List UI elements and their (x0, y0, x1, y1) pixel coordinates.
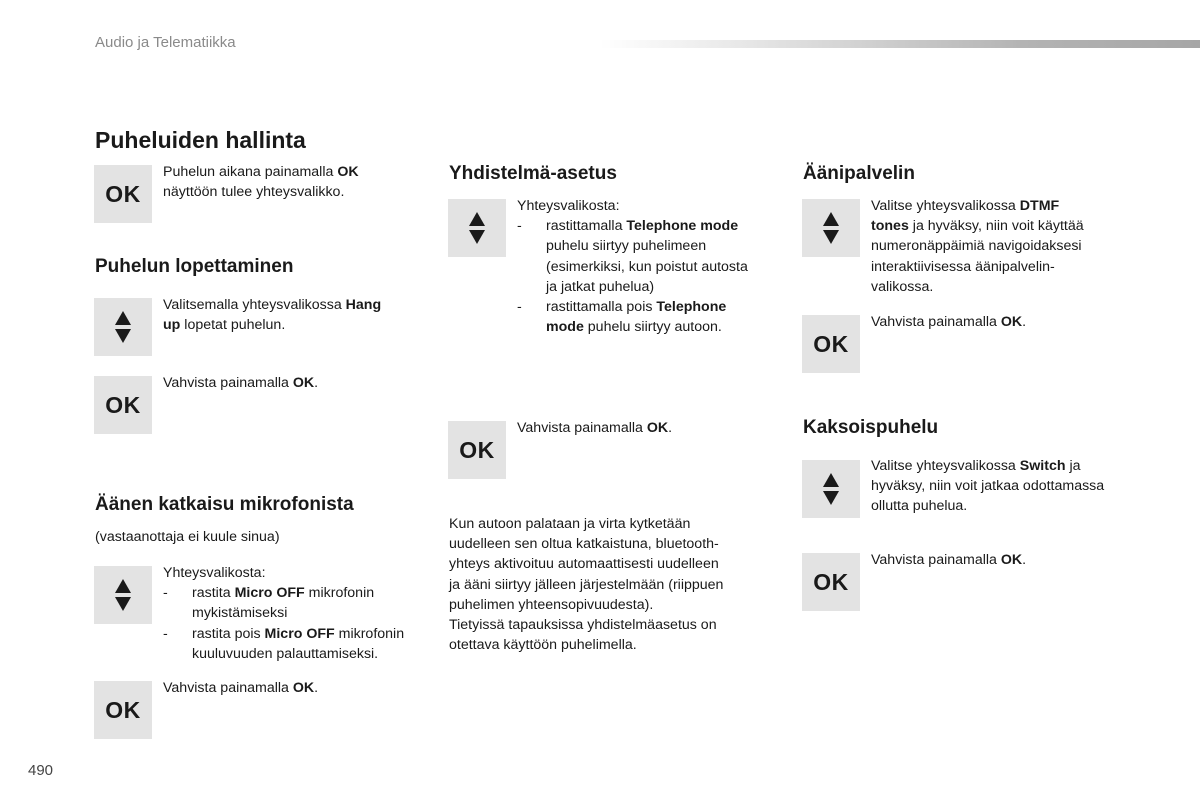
end-call-text: Valitsemalla yhteysvalikossa Hang up lopetat puhelun. (163, 297, 382, 334)
up-down-arrows-icon (802, 460, 860, 518)
double-call-text: Valitse yhteysvalikossa Switch ja hyväksy, niin voit jatkaa odottamassa ollutta puhelua. (871, 458, 1105, 515)
list-item: - rastittamalla pois Telephone mode puhelu siirtyy autoon. (517, 297, 748, 337)
heading-mute-mic: Äänen katkaisu mikrofonista (95, 494, 354, 515)
up-down-arrows-icon (802, 199, 860, 257)
list-item: - rastittamalla Telephone mode puhelu siirtyy puhelimeen (esimerkiksi, kun poistut autosta ja jatkat puhelua) (517, 216, 748, 297)
ok-button-icon: OK (94, 376, 152, 434)
ok-button-icon: OK (94, 681, 152, 739)
up-down-arrows-icon (94, 566, 152, 624)
confirm-text: Vahvista painamalla OK. (163, 375, 319, 391)
header-gradient-bar (600, 40, 1200, 48)
confirm-text: Vahvista painamalla OK. (871, 552, 1027, 568)
heading-combination-setting: Yhdistelmä-asetus (449, 163, 617, 184)
up-down-arrows-icon (448, 199, 506, 257)
combination-instructions: Yhteysvalikosta: - rastittamalla Telephone mode puhelu siirtyy puhelimeen (esimerkiksi, kun poistut autosta ja jatkat puhelua) - rastittamalla pois Telephone mode puhelu siirtyy autoon. (517, 196, 748, 337)
reconnect-paragraph: Kun autoon palataan ja virta kytketään uudelleen sen oltua katkaistuna, bluetooth- yhteys aktivoituu automaattisesti uudelleen ja ääni siirtyy jälleen järjestelmään (riippuen puhelimen yhteensopivuudesta). Tietyissä tapauksissa yhdistelmäasetus on otettava käyttöön puhelimella. (449, 516, 724, 654)
intro-text: Puhelun aikana painamalla OK näyttöön tulee yhteysvalikko. (163, 164, 359, 201)
ok-button-icon: OK (448, 421, 506, 479)
ok-button-icon: OK (802, 315, 860, 373)
mute-instructions: Yhteysvalikosta: - rastita Micro OFF mikrofonin mykistämiseksi - rastita pois Micro OFF mikrofonin kuuluvuuden palauttamiseksi. (163, 563, 404, 664)
section-title: Audio ja Telematiikka (95, 34, 236, 51)
confirm-text: Vahvista painamalla OK. (163, 680, 319, 696)
confirm-text: Vahvista painamalla OK. (517, 420, 673, 436)
up-down-arrows-icon (94, 298, 152, 356)
heading-double-call: Kaksoispuhelu (803, 417, 939, 438)
voicemail-text: Valitse yhteysvalikossa DTMF tones ja hyväksy, niin voit käyttää numeronäppäimiä navigoidaksesi interaktiivisessa äänipalvelin- valikossa. (871, 198, 1084, 295)
list-item: - rastita pois Micro OFF mikrofonin kuuluvuuden palauttamiseksi. (163, 624, 404, 664)
list-item: - rastita Micro OFF mikrofonin mykistämiseksi (163, 583, 404, 623)
mute-note: (vastaanottaja ei kuule sinua) (95, 529, 280, 545)
heading-voicemail: Äänipalvelin (803, 163, 915, 184)
confirm-text: Vahvista painamalla OK. (871, 314, 1027, 330)
page-number: 490 (28, 762, 54, 779)
page-heading: Puheluiden hallinta (95, 127, 306, 153)
ok-button-icon: OK (94, 165, 152, 223)
ok-button-icon: OK (802, 553, 860, 611)
heading-end-call: Puhelun lopettaminen (95, 256, 294, 277)
